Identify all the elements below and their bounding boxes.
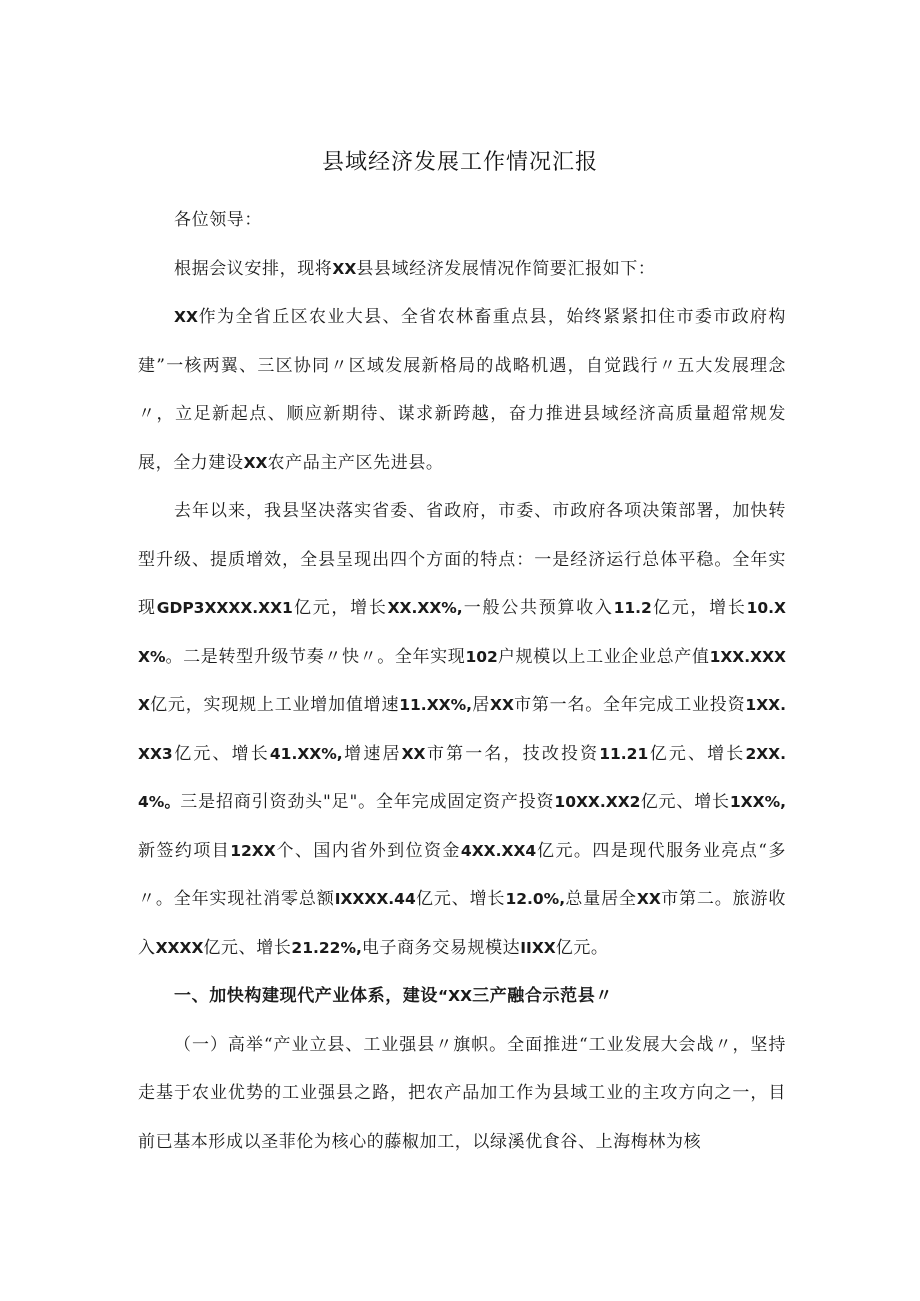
paragraph-3: （一）高举“产业立县、工业强县〃旗帜。全面推进“工业发展大会战〃，坚持走基于农业优势的工业强县之路，把农产品加工作为县域工业的主攻方向之一，目前已基本形成以圣菲伦为核心的藤椒加工，以绿溪优食谷、上海梅林为核: [138, 1034, 786, 1152]
intro-paragraph: 根据会议安排，现将XX县县域经济发展情况作简要汇报如下：: [174, 258, 656, 279]
salutation: 各位领导：: [174, 210, 262, 230]
document-title: 县域经济发展工作情况汇报: [321, 150, 598, 175]
section-heading-1: 一、加快构建现代产业体系，建设“XX三产融合示范县〃: [174, 986, 613, 1006]
paragraph-1: XX作为全省丘区农业大县、全省农林畜重点县，始终紧紧扣住市委市政府构建”一核两翼、三区协同〃区域发展新格局的战略机遇，自觉践行〃五大发展理念〃，立足新起点、顺应新期待、谋求新跨越，奋力推进县域经济高质量超常规发展，全力建设XX农产品主产区先进县。: [138, 307, 786, 473]
document-body: [138, 196, 786, 1166]
paragraph-2: 去年以来，我县坚决落实省委、省政府，市委、市政府各项决策部署，加快转型升级、提质增效，全县呈现出四个方面的特点：一是经济运行总体平稳。全年实现GDP3XXXX.XX1亿元，增长XX.XX%,一般公共预算收入11.2亿元，增长10.XX%。二是转型升级节奏〃快〃。全年实现102户规模以上工业企业总产值1XX.XXXX亿元，实现规上工业增加值增速11.XX%,居XX市第一名。全年完成工业投资1XX.XX3亿元、增长41.XX%,增速居XX市第一名，技改投资11.21亿元、增长2XX.4%。三是招商引资劲头"足"。全年完成固定资产投资10XX.XX2亿元、增长1XX%,新签约项目12XX个、国内省外到位资金4XX.XX4亿元。四是现代服务业亮点“多〃。全年实现社消零总额IXXXX.44亿元、增长12.0%,总量居全XX市第二。旅游收入XXXX亿元、增长21.22%,电子商务交易规模达IIXX亿元。: [138, 501, 787, 958]
